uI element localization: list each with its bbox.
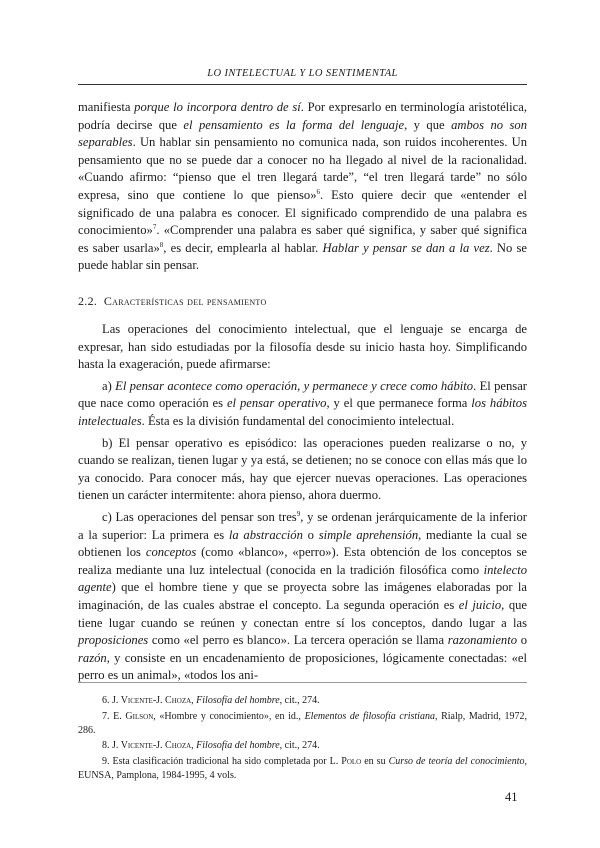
- text-run: , cit., 274.: [279, 740, 320, 752]
- text-run: Esta clasificación tradicional ha sido completada por: [112, 756, 330, 768]
- footnote-8: [78, 739, 527, 753]
- footnote-ref-7: 7: [152, 223, 157, 232]
- page-number: 41: [505, 790, 518, 804]
- footnote-6: [78, 694, 527, 708]
- text-run: manifiesta: [78, 100, 135, 114]
- footnote-number: 7.: [102, 710, 114, 722]
- text-run: o: [517, 633, 527, 648]
- footnote-title: Curso de teoría del conocimiento: [388, 756, 525, 768]
- text-run: , que tiene lugar cuando se reúnen y conectan entre sí los conceptos, dando lugar a las: [78, 597, 528, 630]
- footnote-title: Elementos de filosofía cristiana: [304, 710, 435, 722]
- paragraph-intro: Las operaciones del conocimiento intelectual, que el lenguaje se encarga de expresar, han sido estudiadas por la filosofía desde su inicio hasta hoy. Simplificando hasta la exageración, puede afirmarse:: [78, 322, 527, 372]
- footnote-author: J. Vicente-J. Choza: [112, 695, 192, 706]
- text-run: , y el que permanece forma: [326, 396, 472, 411]
- text-run: ) que el hombre tiene y que se proyecta sobre las imágenes elaboradas por la imaginación, de las cuales abstrae el concepto. La segunda operación es: [78, 580, 527, 612]
- paragraph-b: b) El pensar operativo es episódico: las operaciones pueden realizarse o no, y cuando se realizan, tienen lugar y ya está, se detienen; no se conoce con ellas más que lo ya conocido. Para conocer más, hay que ejercer nuevas operaciones. Las operaciones tienen un carácter intermitente: ahora pienso, ahora duermo.: [78, 435, 527, 503]
- text-run: c) Las operaciones del pensar son tres: [102, 509, 297, 524]
- italic-run: El pensar acontece como operación, y permanece y crece como hábito: [115, 378, 474, 393]
- text-run: . Esto quiere decir que «entender el significado de una palabra es conocer. El significado comprendido de una palabra es conocimiento»: [78, 187, 527, 238]
- text-run: , y consiste en un encadenamiento de proposiciones, lógicamente conectadas: «el perro es un animal», «todos los ani-: [78, 650, 527, 683]
- footnote-title: Filosofía del hombre: [196, 695, 280, 706]
- text-run: . Ésta es la división fundamental del conocimiento intelectual.: [141, 413, 455, 428]
- text-run: , cit., 274.: [279, 695, 320, 706]
- italic-run: razón: [78, 650, 107, 665]
- intro-paragraph: [78, 99, 527, 275]
- footnote-ref-9: 9: [296, 509, 301, 518]
- running-head: LO INTELECTUAL Y LO SENTIMENTAL: [207, 68, 398, 79]
- text-run: ,: [191, 740, 197, 752]
- text-run: . No se puede hablar sin pensar.: [78, 240, 527, 273]
- italic-run: conceptos: [145, 545, 197, 560]
- header-rule: [78, 84, 527, 85]
- section-heading: [78, 294, 267, 309]
- text-run: , y que: [404, 117, 452, 132]
- section-body: [78, 321, 527, 685]
- text-run: . El pensar que nace como operación es: [78, 378, 527, 411]
- text-run: , es decir, emplearla al hablar.: [163, 240, 323, 255]
- italic-run: el juicio: [458, 597, 502, 612]
- footnote-ref-8: 8: [159, 240, 164, 249]
- italic-run: proposiciones: [78, 633, 149, 648]
- italic-run: los hábitos intelectuales: [78, 396, 527, 428]
- text-run: , EUNSA, Pamplona, 1984-1995, 4 vols.: [78, 756, 528, 781]
- footnote-rule: [78, 682, 527, 683]
- footnote-number: 6.: [102, 695, 112, 706]
- paragraph-c: [78, 509, 527, 685]
- italic-run: razonamiento: [447, 633, 518, 648]
- text-run: o: [302, 527, 319, 542]
- footnote-title: Filosofía del hombre: [196, 740, 280, 752]
- footnote-ref-6: 6: [316, 187, 320, 196]
- italic-run: simple aprehensión: [318, 527, 419, 542]
- text-run: . Un hablar sin pensamiento no comunica nada, son ruidos incoherentes. Un pensamiento que no se puede dar a conocer no ha llegado al nivel de la racionalidad. «Cuando afirmo: “pienso que el tren llegará tarde”, “el tren llegará tarde” no sólo expresa, sino que contiene lo que pienso»: [78, 135, 527, 202]
- text-run: , Rialp, Madrid, 1972, 286.: [78, 710, 528, 736]
- text-run: . «Comprender una palabra es saber qué significa, y saber qué significa es saber usarla»: [78, 223, 527, 255]
- footnote-author: L. Polo: [329, 756, 362, 768]
- italic-run: intelecto agente: [78, 562, 527, 595]
- italic-run: ambos no son separables: [78, 117, 527, 150]
- footnote-9: [78, 755, 527, 783]
- footnotes: [78, 694, 527, 785]
- text-run: , y se ordenan jerárquicamente de la inferior a la superior: La primera es: [78, 509, 527, 542]
- footnote-author: E. Gilson: [113, 710, 154, 722]
- footnote-author: J. Vicente-J. Choza: [112, 740, 192, 752]
- text-run: , mediante la cual se obtienen los: [78, 527, 527, 560]
- italic-run: el pensamiento es la forma del lenguaje: [183, 117, 405, 132]
- italic-run: la abstracción: [228, 527, 303, 542]
- italic-run: el pensar operativo: [226, 396, 327, 411]
- text-run: (como «blanco», «perro»). Esta obtención de los conceptos se realiza mediante una luz intelectual (conocida en la tradición filosófica como: [78, 545, 528, 577]
- paragraph: [78, 99, 527, 275]
- italic-run: porque lo incorpora dentro de sí: [134, 100, 301, 114]
- footnote-number: 8.: [102, 740, 112, 752]
- footnote-number: 9.: [102, 756, 113, 768]
- section-number: 2.2.: [78, 294, 98, 308]
- text-run: ,: [191, 695, 197, 706]
- text-run: a): [102, 378, 116, 393]
- section-title: Características del pensamiento: [103, 294, 267, 308]
- text-run: en su: [361, 756, 389, 768]
- footnote-7: [78, 710, 527, 738]
- text-run: como «el perro es blanco». La tercera operación se llama: [148, 633, 448, 648]
- text-run: , «Hombre y conocimiento», en id.,: [153, 710, 305, 722]
- text-run: . Por expresarlo en terminología aristotélica, podría decirse que: [78, 100, 527, 132]
- paragraph-a: [78, 378, 527, 431]
- italic-run: Hablar y pensar se dan a la vez: [322, 240, 490, 255]
